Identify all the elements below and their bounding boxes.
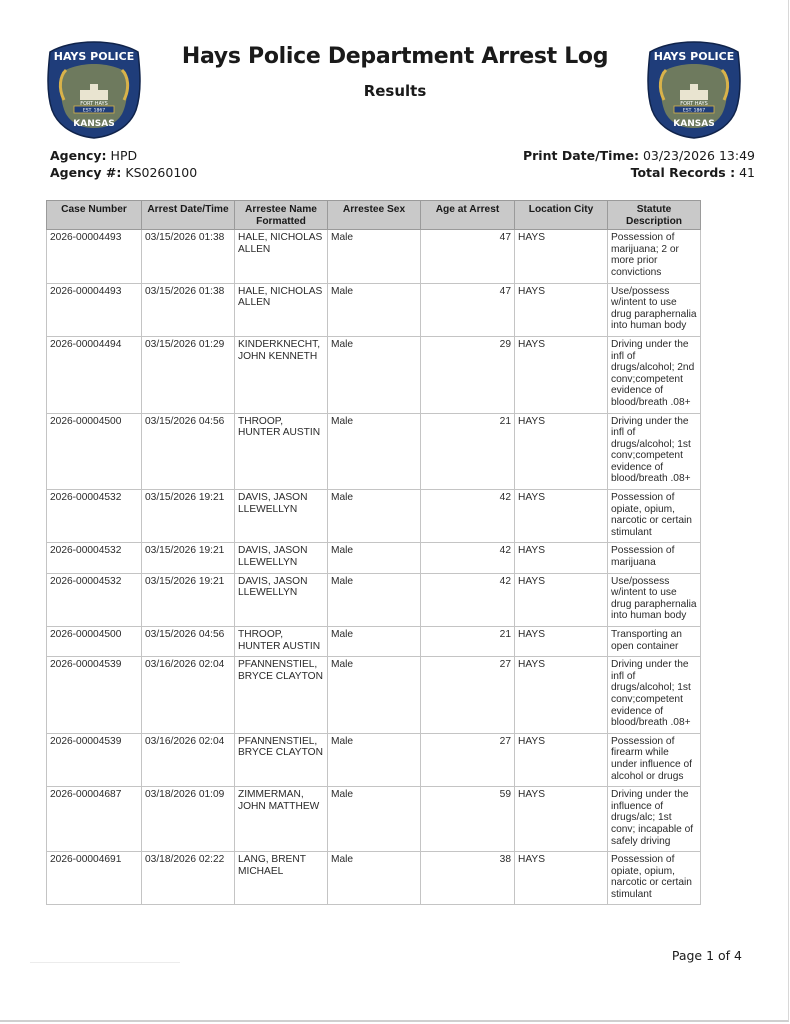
case-number-cell: 2026-00004493 xyxy=(47,283,142,336)
statute-cell: Possession of opiate, opium, narcotic or certain stimulant xyxy=(608,852,701,905)
agency-number-value: KS0260100 xyxy=(125,165,198,180)
arrest-datetime-cell: 03/15/2026 04:56 xyxy=(142,413,235,490)
arrestee-sex-cell: Male xyxy=(328,627,421,657)
statute-cell: Driving under the infl of drugs/alcohol; 2nd conv;competent evidence of blood/breath .08+ xyxy=(608,336,701,413)
arrest-datetime-cell: 03/15/2026 01:38 xyxy=(142,230,235,283)
badge-top-text: HAYS POLICE xyxy=(53,50,135,63)
table-row xyxy=(47,230,701,283)
arrest-datetime-cell: 03/15/2026 04:56 xyxy=(142,627,235,657)
table-header-row xyxy=(47,201,701,230)
agency-number-line xyxy=(50,164,197,181)
arrestee-sex-cell: Male xyxy=(328,573,421,626)
total-records-value: 41 xyxy=(739,165,755,180)
badge-top-text: HAYS POLICE xyxy=(653,50,735,63)
case-number-cell: 2026-00004532 xyxy=(47,543,142,573)
location-city-cell: HAYS xyxy=(515,336,608,413)
location-city-cell: HAYS xyxy=(515,490,608,543)
case-number-cell: 2026-00004500 xyxy=(47,413,142,490)
arrestee-sex-cell: Male xyxy=(328,230,421,283)
case-number-cell: 2026-00004691 xyxy=(47,852,142,905)
agency-label: Agency: xyxy=(50,148,107,163)
arrestee-sex-cell: Male xyxy=(328,543,421,573)
arrestee-name-cell: THROOP, HUNTER AUSTIN xyxy=(235,413,328,490)
print-datetime-value: 03/23/2026 13:49 xyxy=(642,148,755,163)
arrest-datetime-cell: 03/15/2026 01:38 xyxy=(142,283,235,336)
print-datetime-line xyxy=(523,147,755,164)
age-cell: 47 xyxy=(421,283,515,336)
page-number: Page 1 of 4 xyxy=(671,948,742,963)
column-header-location-city: Location City xyxy=(515,201,608,230)
page-subtitle: Results xyxy=(363,82,427,100)
total-records-line xyxy=(523,164,755,181)
arrestee-name-cell: PFANNENSTIEL, BRYCE CLAYTON xyxy=(235,733,328,786)
table-row xyxy=(47,283,701,336)
age-cell: 42 xyxy=(421,573,515,626)
arrest-datetime-cell: 03/16/2026 02:04 xyxy=(142,733,235,786)
column-header-statute: Statute Description xyxy=(608,201,701,230)
location-city-cell: HAYS xyxy=(515,573,608,626)
arrestee-sex-cell: Male xyxy=(328,787,421,852)
location-city-cell: HAYS xyxy=(515,852,608,905)
arrest-datetime-cell: 03/15/2026 19:21 xyxy=(142,490,235,543)
table-row xyxy=(47,336,701,413)
column-header-arrest-datetime: Arrest Date/Time xyxy=(142,201,235,230)
statute-cell: Possession of marijuana; 2 or more prior convictions xyxy=(608,230,701,283)
statute-cell: Use/possess w/intent to use drug paraphernalia into human body xyxy=(608,573,701,626)
table-row xyxy=(47,733,701,786)
table-row xyxy=(47,627,701,657)
age-cell: 47 xyxy=(421,230,515,283)
location-city-cell: HAYS xyxy=(515,657,608,734)
arrestee-name-cell: HALE, NICHOLAS ALLEN xyxy=(235,230,328,283)
arrestee-name-cell: DAVIS, JASON LLEWELLYN xyxy=(235,573,328,626)
arrest-datetime-cell: 03/18/2026 01:09 xyxy=(142,787,235,852)
location-city-cell: HAYS xyxy=(515,787,608,852)
statute-cell: Driving under the influence of drugs/alc; 1st conv; incapable of safely driving xyxy=(608,787,701,852)
age-cell: 29 xyxy=(421,336,515,413)
arrestee-name-cell: THROOP, HUNTER AUSTIN xyxy=(235,627,328,657)
arrestee-name-cell: ZIMMERMAN, JOHN MATTHEW xyxy=(235,787,328,852)
column-header-age: Age at Arrest xyxy=(421,201,515,230)
location-city-cell: HAYS xyxy=(515,627,608,657)
column-header-case-number: Case Number xyxy=(47,201,142,230)
age-cell: 27 xyxy=(421,657,515,734)
table-row xyxy=(47,657,701,734)
scan-artifact-line xyxy=(30,962,180,963)
arrestee-name-cell: HALE, NICHOLAS ALLEN xyxy=(235,283,328,336)
table-row xyxy=(47,543,701,573)
table-row xyxy=(47,490,701,543)
age-cell: 21 xyxy=(421,627,515,657)
badge-bottom-text: KANSAS xyxy=(73,119,115,129)
badge-middle-text: FORT HAYS xyxy=(80,101,108,107)
statute-cell: Driving under the infl of drugs/alcohol; 1st conv;competent evidence of blood/breath .08+ xyxy=(608,413,701,490)
age-cell: 21 xyxy=(421,413,515,490)
arrest-datetime-cell: 03/16/2026 02:04 xyxy=(142,657,235,734)
case-number-cell: 2026-00004532 xyxy=(47,573,142,626)
statute-cell: Possession of firearm while under influence of alcohol or drugs xyxy=(608,733,701,786)
location-city-cell: HAYS xyxy=(515,283,608,336)
agency-number-label: Agency #: xyxy=(50,165,122,180)
arrestee-sex-cell: Male xyxy=(328,852,421,905)
age-cell: 42 xyxy=(421,490,515,543)
case-number-cell: 2026-00004500 xyxy=(47,627,142,657)
agency-value: HPD xyxy=(110,148,138,163)
arrestee-name-cell: PFANNENSTIEL, BRYCE CLAYTON xyxy=(235,657,328,734)
statute-cell: Possession of opiate, opium, narcotic or certain stimulant xyxy=(608,490,701,543)
location-city-cell: HAYS xyxy=(515,413,608,490)
case-number-cell: 2026-00004532 xyxy=(47,490,142,543)
page-title: Hays Police Department Arrest Log xyxy=(181,44,609,69)
arrest-log-table xyxy=(46,200,701,905)
case-number-cell: 2026-00004539 xyxy=(47,733,142,786)
age-cell: 59 xyxy=(421,787,515,852)
case-number-cell: 2026-00004493 xyxy=(47,230,142,283)
age-cell: 38 xyxy=(421,852,515,905)
badge-banner-text: EST. 1867 xyxy=(682,108,706,114)
age-cell: 42 xyxy=(421,543,515,573)
arrestee-name-cell: DAVIS, JASON LLEWELLYN xyxy=(235,490,328,543)
location-city-cell: HAYS xyxy=(515,733,608,786)
badge-middle-text: FORT HAYS xyxy=(680,101,708,107)
case-number-cell: 2026-00004539 xyxy=(47,657,142,734)
column-header-arrestee-sex: Arrestee Sex xyxy=(328,201,421,230)
statute-cell: Driving under the infl of drugs/alcohol; 1st conv;competent evidence of blood/breath .08+ xyxy=(608,657,701,734)
table-row xyxy=(47,413,701,490)
arrest-datetime-cell: 03/18/2026 02:22 xyxy=(142,852,235,905)
table-row xyxy=(47,852,701,905)
statute-cell: Transporting an open container xyxy=(608,627,701,657)
arrestee-sex-cell: Male xyxy=(328,413,421,490)
table-row xyxy=(47,573,701,626)
arrestee-sex-cell: Male xyxy=(328,490,421,543)
age-cell: 27 xyxy=(421,733,515,786)
arrestee-name-cell: KINDERKNECHT, JOHN KENNETH xyxy=(235,336,328,413)
case-number-cell: 2026-00004494 xyxy=(47,336,142,413)
arrest-datetime-cell: 03/15/2026 01:29 xyxy=(142,336,235,413)
print-info xyxy=(523,147,755,181)
arrestee-name-cell: DAVIS, JASON LLEWELLYN xyxy=(235,543,328,573)
arrestee-sex-cell: Male xyxy=(328,657,421,734)
statute-cell: Possession of marijuana xyxy=(608,543,701,573)
agency-info xyxy=(50,147,197,181)
total-records-label: Total Records : xyxy=(630,165,736,180)
column-header-arrestee-name: Arrestee Name Formatted xyxy=(235,201,328,230)
arrestee-sex-cell: Male xyxy=(328,283,421,336)
arrestee-sex-cell: Male xyxy=(328,733,421,786)
statute-cell: Use/possess w/intent to use drug paraphernalia into human body xyxy=(608,283,701,336)
badge-banner-text: EST. 1867 xyxy=(82,108,106,114)
arrestee-name-cell: LANG, BRENT MICHAEL xyxy=(235,852,328,905)
location-city-cell: HAYS xyxy=(515,543,608,573)
arrest-datetime-cell: 03/15/2026 19:21 xyxy=(142,573,235,626)
case-number-cell: 2026-00004687 xyxy=(47,787,142,852)
print-datetime-label: Print Date/Time: xyxy=(522,148,639,163)
agency-line xyxy=(50,147,197,164)
table-row xyxy=(47,787,701,852)
location-city-cell: HAYS xyxy=(515,230,608,283)
badge-bottom-text: KANSAS xyxy=(673,119,715,129)
arrest-datetime-cell: 03/15/2026 19:21 xyxy=(142,543,235,573)
arrestee-sex-cell: Male xyxy=(328,336,421,413)
